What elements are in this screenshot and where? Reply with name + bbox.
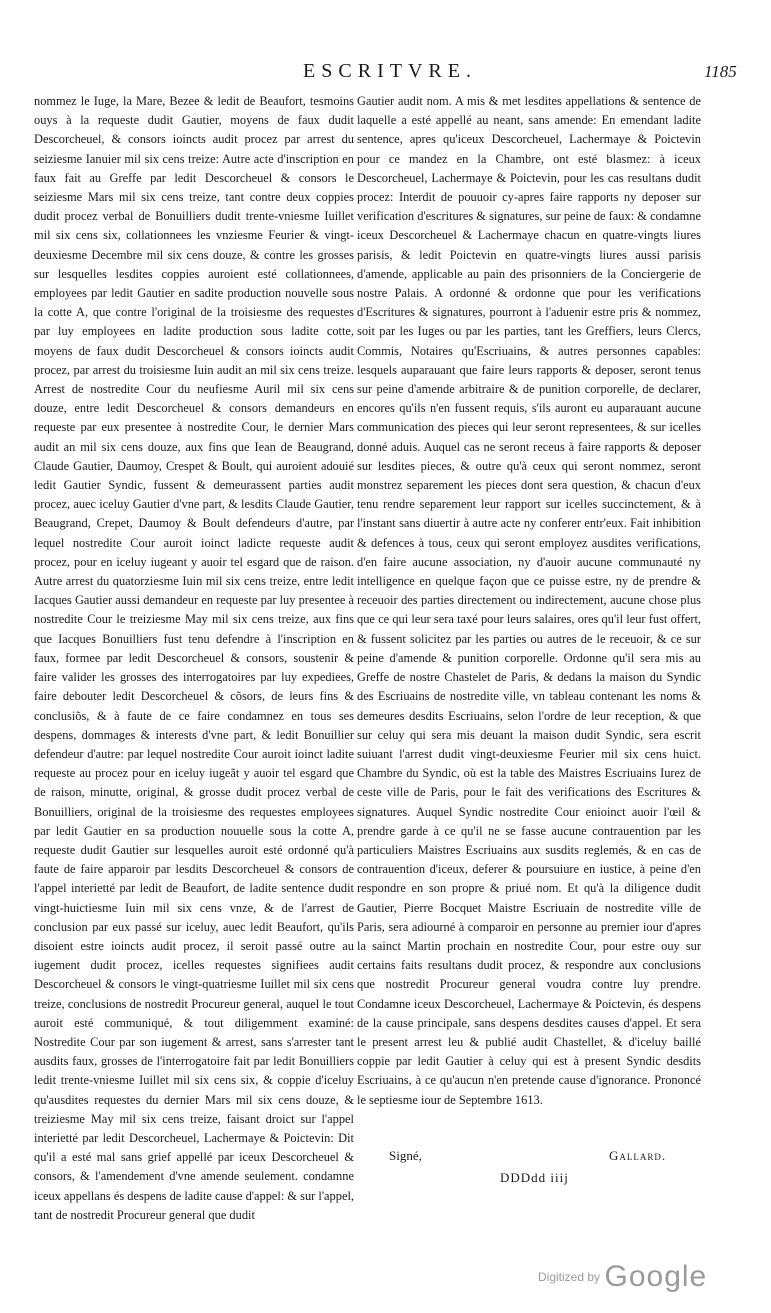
- right-column: [357, 92, 701, 1110]
- left-column-text: nommez le Iuge, la Mare, Bezee & ledit de Beaufort, tesmoins ouys à la requeste dudit Gautier, moyens de faux dudit Descorcheuel, & consors ioincts audit procez par arrest du seiziesme Ianuier mil six cens treize: Autre acte d'inscription en faux fait au Greffe par ledit Descorcheuel & consors le seiziesme Mars mil six cens treize, tant contre deux coppies dudit procez verbal de Bonuilliers dudit trente-vniesme Iuillet mil six cens six, collationnees les vnziesme Feurier & vingt-deuxiesme Decembre mil six cens douze, & contre les grosses sur lesquelles lesdites coppies auroient esté collationnees, employees par ledit Gautier en sadite production nouvelle sous la cotte A, que contre l'original de la troisiesme des requestes par luy employees en ladite production sous ladite cotte, moyens de faux dudit Descorcheuel & consors ioincts audit procez, par arrest du troisiesme Iuin audit an mil six cens treize. Arrest de nostredite Cour du neufiesme Auril mil six cens douze, entre ledit Descorcheuel & consors demandeurs en requeste par eux presentee à nostredite Cour, le dernier Mars audit an mil six cens douze, aux fins que Iean de Beaugrand, Claude Gautier, Daumoy, Crespet & Boult, qui auroient adouié ledit Gautier Syndic, fussent & demeurassent parties audit procez, auec iceluy Gautier d'vne part, & lesdits Claude Gautier, Beaugrand, Crepet, Daumoy & Boult defendeurs d'autre, par lequel nostredite Cour auroit ioinct ladicte requeste audit procez, pour en iceluy iugeant y auoir tel esgard que de raison. Autre arrest du quatorziesme Iuin mil six cens treize, entre ledit Iacques Gautier aussi demandeur en requeste par luy presentee à nostredite Cour le treiziesme May mil six cens treize, aux fins que Iacques Bonuilliers fust tenu defendre à l'inscription en faux, formee par ledit Descorcheuel & consors, soustenir & faire valider les grosses des interrogatoires par luy expediees, faire debouter ledit Descorcheuel & cõsors, de leurs fins & conclusiõs, & à faute de ce faire condamnez en tous ses despens, dommages & interests d'vne part, & ledit Bonuillier defendeur d'autre: par lequel nostredite Cour auroit ioinct ladite requeste au procez pour en iceluy iugeãt y auoir tel esgard que de raison, minutte, original, & grosse dudit procez verbal de Bonuilliers, original de la troisiesme des requestes employees par ledit Gautier en sa production nouuelle sous la cotte A, requeste dudit Gautier sur lesquelles auroit esté ordonné qu'à faute de faire apparoir par lesdits Descorcheuel & consors de l'appel interietté par ledit de Beaufort, de ladite sentence dudit vingt-huictiesme Iuin mil six cens vnze, & de l'arrest de conclusion par eux passé sur iceluy, auec ledit Beaufort, qu'ils disoient estre ioincts audit procez, il seroit passé outre au iugement dudit procez, icelles requestes signifiees audit Descorcheuel & consors le vingt-quatriesme Iuillet mil six cens treize, conclusions de nostredit Procureur general, auquel le tout auroit esté communiqué, & tout diligemment examiné: Nostredite Cour par son iugement & arrest, sans s'arrester tant ausdits faux, grosses de l'interrogatoire fait par ledit Bonuilliers ledit trente-vniesme Iuillet mil six cens six, & coppie d'iceluy qu'ausdites requestes du dernier Mars mil six cens douze, & treiziesme May mil six cens treize, faisant droict sur l'appel interietté par ledit Descorcheuel, Lachermaye & Poictevin: Dit qu'il a esté mal sans grief appellé par iceux Descorcheuel & consors, & l'amendement d'vne amende seulement. condamne iceux appellans és despens de ladite cause d'appel: & sur l'appel, tant de nostredit Procureur general que dudit: [34, 94, 354, 1222]
- digitized-by-label: Digitized by: [538, 1270, 601, 1284]
- running-head: ESCRITVRE.: [303, 60, 477, 82]
- signature-mark: DDDdd iiij: [500, 1170, 569, 1185]
- signe-label: Signé,: [389, 1148, 422, 1163]
- signatory-name: Gallard.: [609, 1148, 667, 1163]
- google-watermark: [538, 1260, 707, 1294]
- left-column: [34, 92, 354, 1225]
- page-number: 1185: [704, 62, 737, 81]
- google-logo: Google: [604, 1260, 708, 1293]
- right-column-text: Gautier audit nom. A mis & met lesdites appellations & sentence de laquelle a esté appellé au neant, sans amende: En emendant ladite sentence, apres qu'iceux Descorcheuel, Lachermaye & Poictevin pour ce mandez en la Chambre, ont esté blasmez: à iceux Descorcheuel, Lachermaye & Poictevin, pour les cas resultans dudit procez: Interdit de pouuoir cy-apres faire rapports ny deposer sur verification d'escritures & signatures, sur peine de faux: & condamne iceux Descorcheuel & Lachermaye chacun en quatre-vingts liures parisis, & ledit Poictevin en quatre-vingts liures aussi parisis d'amende, applicable au pain des prisonniers de la Conciergerie de nostre Palais. A ordonné & ordonne que pour les verifications d'Escritures & signatures, pourront à l'aduenir estre pris & nommez, soit par les Iuges ou par les parties, tant les Greffiers, leurs Clercs, Commis, Notaires qu'Escriuains, & autres personnes capables: lesquels auparauant que faire leurs rapports & deposer, seront tenus sur peine d'amende arbitraire & de punition corporelle, de declarer, encores qu'ils n'en fussent requis, s'ils auront eu auparauant aucune communication des pieces qui leur seront representees, & sur icelles donné aduis. Auquel cas ne seront receus à faire rapports & deposer sur lesdites pieces, & outre qu'à ceux qui seront nommez, seront monstrez separement les pieces dont sera question, & chacun d'eux tenu rendre separement leur rapport sur icelles succinctement, & à l'instant sans diuertir à autre acte ny conferer entr'eux. Fait inhibition & defences à tous, ceux qui seront employez ausdites verifications, d'en faire aucune association, ny d'auoir aucune communauté ny intelligence en quelque façon que ce puisse estre, ny de prendre & receuoir des parties directement ou indirectement, aucune chose plus que ce qui leur sera taxé pour leurs salaires, ores qu'il leur fust offert, & fussent solicitez par les parties ou autres de le receuoir, & ce sur peine d'amende & punition corporelle. Ordonne qu'il sera mis au Greffe de nostre Chastelet de Paris, & dedans la maison du Syndic des Escriuains de nostredite ville, vn tableau contenant les noms & demeures desdits Escriuains, selon l'ordre de leur reception, & que sur celuy qui sera mis deuant la maison dudit Syndic, sera escrit suiuant l'arrest dudit vingt-deuxiesme Feurier mil six cens huict. Chambre du Syndic, où est la table des Maistres Escriuains Iurez de ceste ville de Paris, pour le fait des verifications des Escritures & signatures. Auquel Syndic nostredite Cour enioinct auoir l'œil & prendre garde à ce qu'il ne se fasse aucune contrauention par les particuliers Maistres Escriuains aux susdits reglemés, & en cas de contrauention d'iceux, deferer & poursuiure en iustice, à peine d'en respondre en son propre & priué nom. Et qu'à la diligence dudit Gautier, Pierre Bocquet Maistre Escriuain de nostredite ville de Paris, sera adiourné à comparoir en personne au premier iour d'apres la sainct Martin prochain en nostredite Cour, pour estre ouy sur certains faits resultans dudit procez, & respondre aux conclusions que nostredit Procureur general voudra contre luy prendre. Condamne iceux Descorcheuel, Lachermaye & Poictevin, és despens de la cause principale, sans despens desdites causes d'appel. Et sera le present arrest leu & publié audit Chastellet, & d'iceluy baillé coppie par ledit Gautier à celuy qui est à present Syndic desdits Escriuains, à ce qu'aucun n'en pretende cause d'ignorance. Prononcé le septiesme iour de Septembre 1613.: [357, 94, 701, 1107]
